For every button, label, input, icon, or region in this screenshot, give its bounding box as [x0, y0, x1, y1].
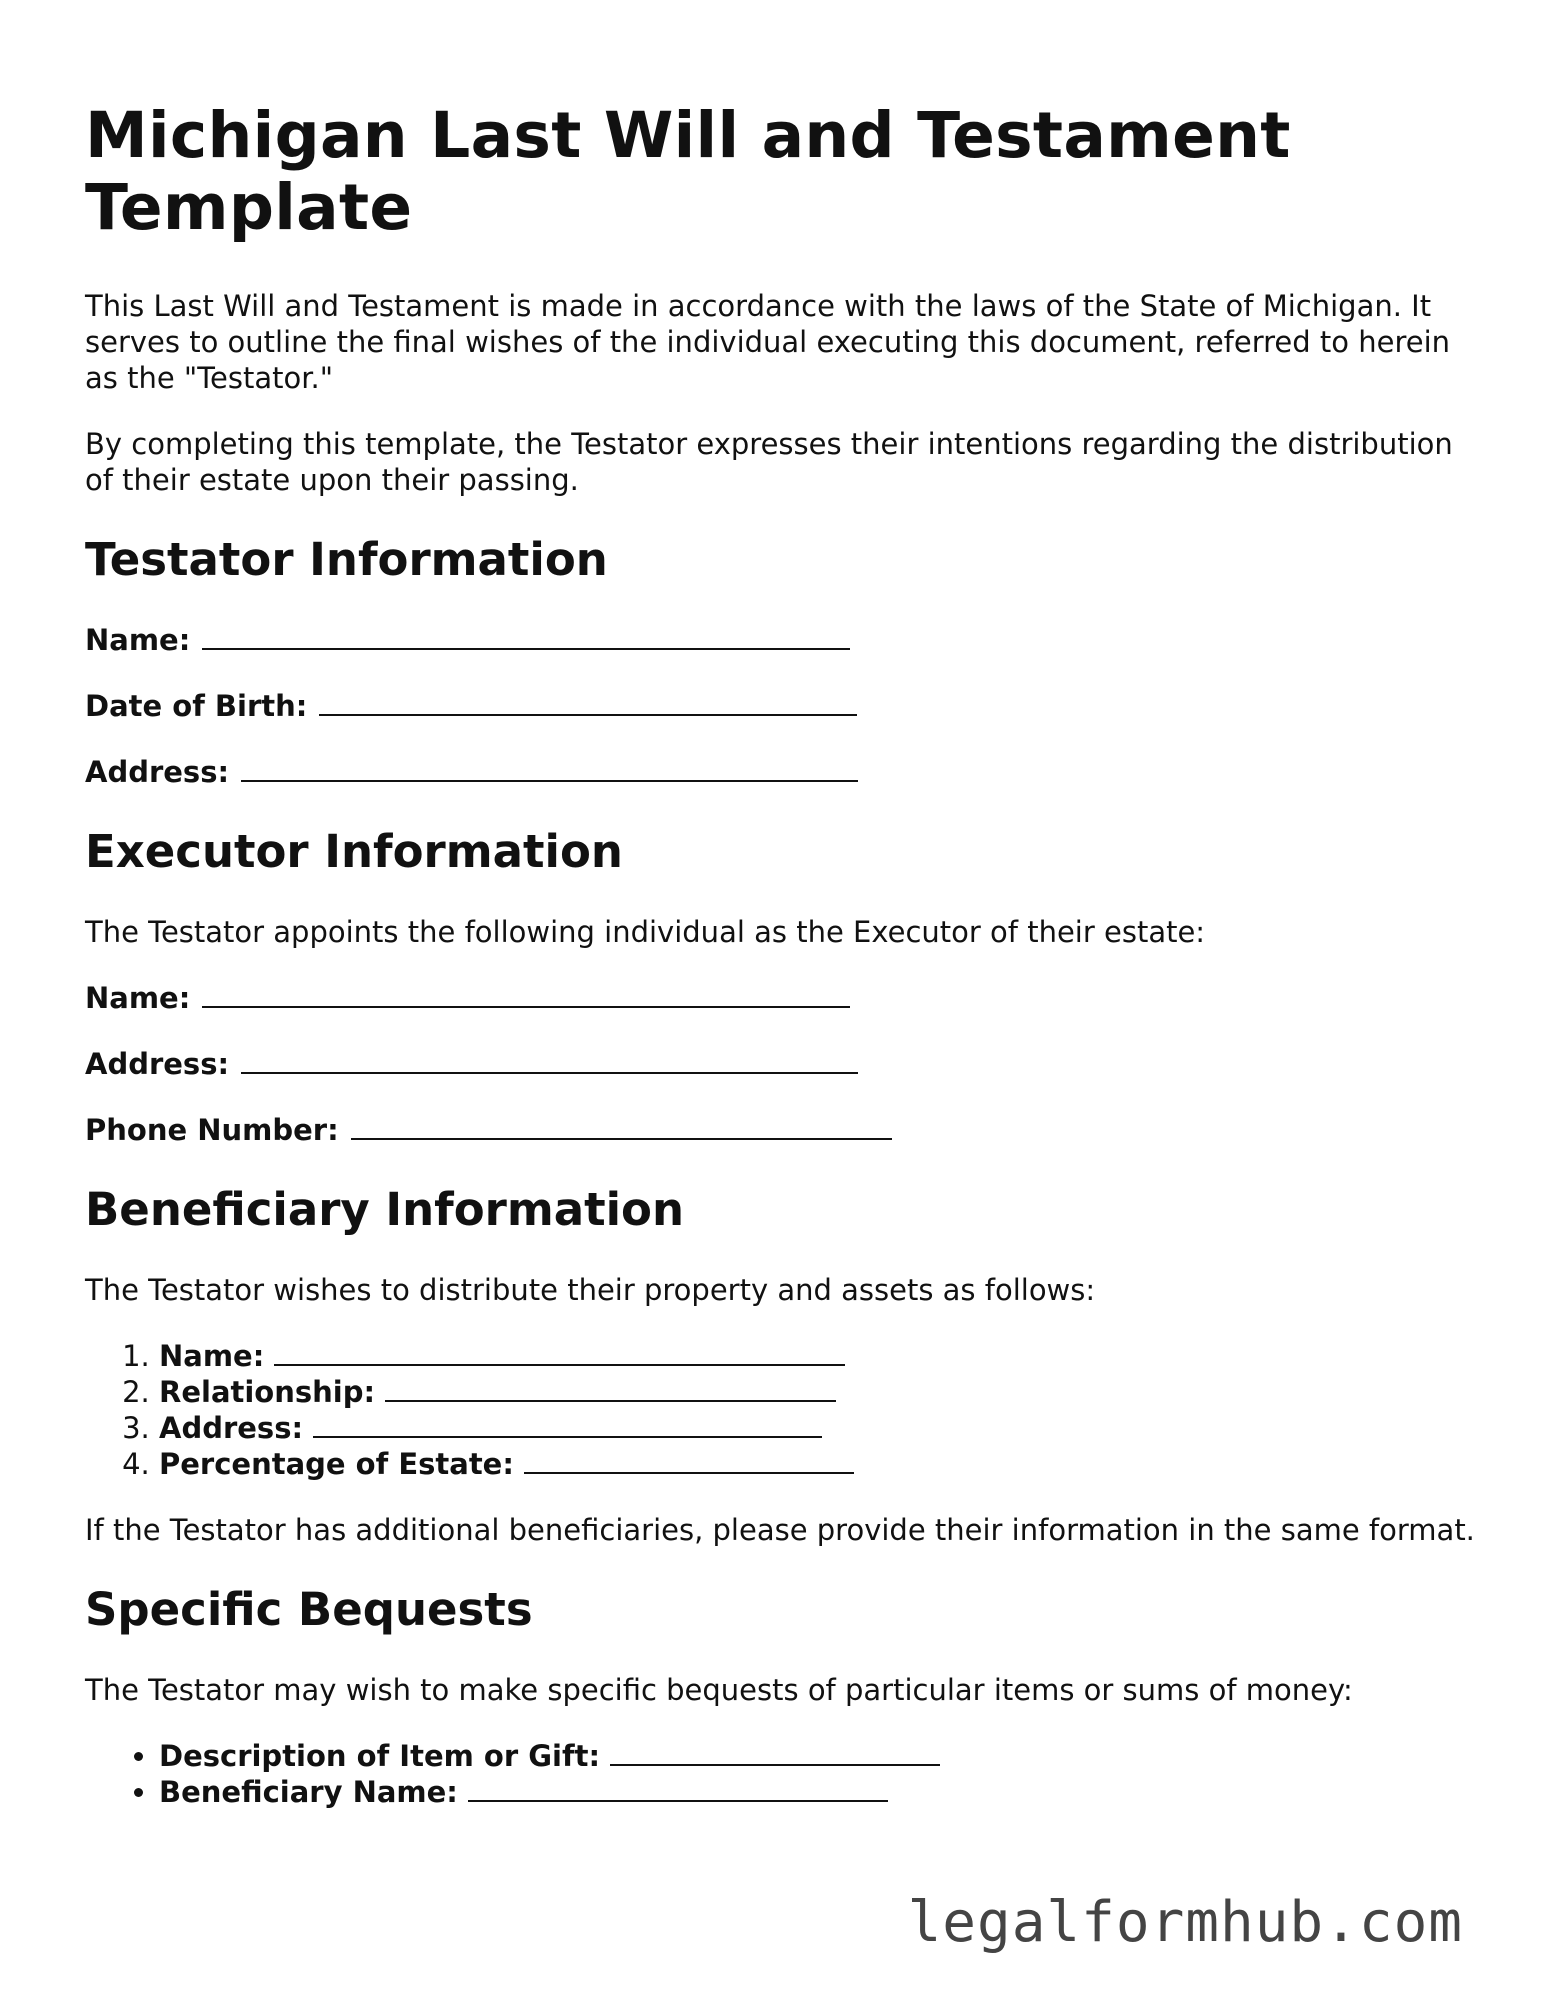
item-label: Percentage of Estate: [159, 1447, 514, 1481]
list-item [159, 1774, 1475, 1810]
item-label: Description of Item or Gift: [159, 1739, 601, 1773]
bequest-beneficiary-blank[interactable] [468, 1774, 888, 1802]
field-label: Name: [85, 623, 191, 657]
list-item [159, 1374, 1475, 1410]
beneficiary-note: If the Testator has additional beneficiaries, please provide their information in the same format. [85, 1513, 1475, 1547]
beneficiary-address-blank[interactable] [313, 1410, 822, 1438]
field-label: Address: [85, 1047, 230, 1081]
list-item [159, 1446, 1475, 1482]
executor-address-field [85, 1046, 1475, 1082]
item-label: Address: [159, 1411, 304, 1445]
beneficiary-list [85, 1338, 1475, 1482]
section-heading-beneficiary: Beneficiary Information [85, 1183, 684, 1236]
beneficiary-relationship-blank[interactable] [385, 1374, 836, 1402]
list-item [159, 1338, 1475, 1374]
list-item [159, 1738, 1475, 1774]
bequests-list [85, 1738, 1475, 1810]
item-label: Beneficiary Name: [159, 1775, 458, 1809]
executor-address-blank[interactable] [241, 1046, 858, 1074]
testator-dob-field [85, 688, 1475, 724]
executor-name-field [85, 980, 1475, 1016]
beneficiary-name-blank[interactable] [274, 1338, 845, 1366]
section-heading-bequests: Specific Bequests [85, 1583, 533, 1636]
section-heading-testator: Testator Information [85, 533, 608, 586]
field-label: Phone Number: [85, 1113, 339, 1147]
item-label: Name: [159, 1339, 265, 1373]
bequests-description: The Testator may wish to make specific bequests of particular items or sums of money: [85, 1673, 1353, 1707]
list-item [159, 1410, 1475, 1446]
site-watermark: legalformhub.com [907, 1890, 1463, 1955]
testator-name-blank[interactable] [202, 622, 850, 650]
executor-name-blank[interactable] [202, 980, 850, 1008]
section-heading-executor: Executor Information [85, 825, 623, 878]
document-page [85, 100, 1475, 1840]
document-title: Michigan Last Will and Testament Template [85, 99, 1291, 244]
intro-paragraph: This Last Will and Testament is made in accordance with the laws of the State of Michigan. It serves to outline the final wishes of the individual executing this document, referred to herein as the "Testator." [85, 289, 1451, 395]
field-label: Name: [85, 981, 191, 1015]
bequest-description-blank[interactable] [610, 1738, 940, 1766]
intro-paragraph: By completing this template, the Testator expresses their intentions regarding the distribution of their estate upon their passing. [85, 427, 1453, 497]
field-label: Date of Birth: [85, 689, 308, 723]
executor-phone-field [85, 1112, 1475, 1148]
beneficiary-description: The Testator wishes to distribute their property and assets as follows: [85, 1273, 1096, 1307]
field-label: Address: [85, 755, 230, 789]
testator-dob-blank[interactable] [319, 688, 857, 716]
beneficiary-percentage-blank[interactable] [524, 1446, 854, 1474]
testator-address-blank[interactable] [241, 754, 858, 782]
executor-description: The Testator appoints the following individual as the Executor of their estate: [85, 915, 1206, 949]
testator-address-field [85, 754, 1475, 790]
executor-phone-blank[interactable] [351, 1112, 892, 1140]
testator-name-field [85, 622, 1475, 658]
item-label: Relationship: [159, 1375, 376, 1409]
